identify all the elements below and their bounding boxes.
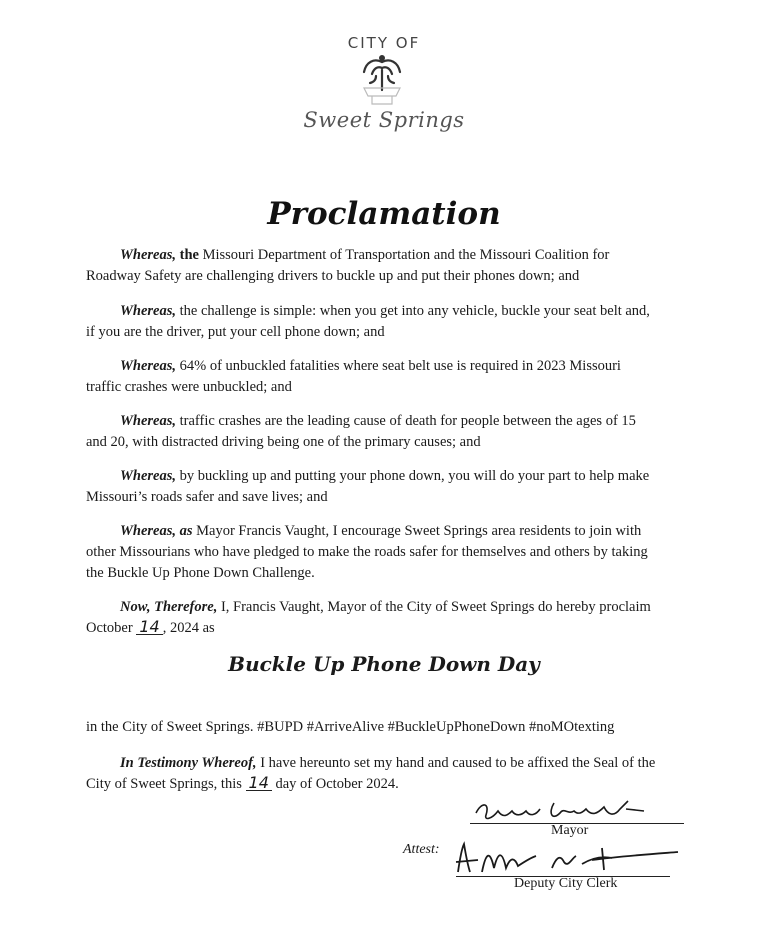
city-of-text: CITY OF [347, 34, 421, 52]
whereas-lead: Whereas, as [120, 523, 193, 539]
city-name: Sweet Springs [303, 108, 465, 132]
handwritten-day: 14 [246, 775, 272, 791]
clerk-signature [452, 838, 682, 878]
paragraph-line: Missouri Department of Transportation and the Missouri Coalition for [202, 247, 610, 263]
whereas-paragraph-2 [86, 301, 686, 343]
whereas-lead: Whereas, [120, 303, 176, 319]
paragraph-line: the Buckle Up Phone Down Challenge. [86, 565, 315, 581]
paragraph-line: traffic crashes are the leading cause of death for people between the ages of 15 [179, 413, 636, 429]
whereas-paragraph-1 [86, 245, 686, 287]
proclaim-paragraph [86, 597, 686, 639]
paragraph-line: Roadway Safety are challenging drivers to buckle up and put their phones down; and [86, 268, 580, 284]
paragraph-line: and 20, with distracted driving being one of the primary causes; and [86, 434, 481, 450]
hashtags-line: in the City of Sweet Springs. #BUPD #ArriveAlive #BuckleUpPhoneDown #noMOtexting [86, 719, 615, 735]
proclaim-lead: Now, Therefore, [120, 599, 218, 615]
paragraph-line: 64% of unbuckled fatalities where seat belt use is required in 2023 Missouri [179, 358, 621, 374]
testimony-paragraph [86, 753, 706, 795]
handwritten-date-day: 14 [136, 619, 162, 635]
paragraph-line: Missouri’s roads safer and save lives; and [86, 489, 328, 505]
whereas-lead: Whereas, [120, 247, 176, 263]
whereas-paragraph-5 [86, 466, 686, 508]
paragraph-line: I have hereunto set my hand and caused to be affixed the Seal of the [260, 755, 656, 771]
attest-label: Attest: [403, 842, 440, 857]
whereas-paragraph-4 [86, 411, 686, 453]
whereas-paragraph-3 [86, 356, 686, 398]
paragraph-line: by buckling up and putting your phone down, you will do your part to help make [179, 468, 650, 484]
paragraph-line: I, Francis Vaught, Mayor of the City of Sweet Springs do hereby proclaim [220, 599, 651, 615]
paragraph-line: Mayor Francis Vaught, I encourage Sweet Springs area residents to join with [196, 523, 642, 539]
whereas-lead: Whereas, [120, 358, 176, 374]
date-suffix: , 2024 as [162, 620, 215, 636]
whereas-paragraph-6 [86, 521, 686, 584]
whereas-bold-word: the [179, 247, 199, 263]
whereas-lead: Whereas, [120, 413, 176, 429]
paragraph-line: if you are the driver, put your cell phone down; and [86, 324, 385, 340]
date-prefix: October [86, 620, 133, 636]
paragraph-line: the challenge is simple: when you get into any vehicle, buckle your seat belt and, [179, 303, 650, 319]
fountain-icon [354, 50, 410, 108]
testimony-suffix: day of October 2024. [275, 776, 399, 792]
page-title: Proclamation [267, 196, 501, 232]
whereas-lead: Whereas, [120, 468, 176, 484]
testimony-lead: In Testimony Whereof, [120, 755, 257, 771]
deputy-clerk-label: Deputy City Clerk [514, 876, 618, 891]
testimony-prefix: City of Sweet Springs, this [86, 776, 242, 792]
paragraph-line: other Missourians who have pledged to make the roads safer for themselves and others by taking [86, 544, 648, 560]
proclaimed-day-name: Buckle Up Phone Down Day [228, 652, 540, 676]
mayor-label: Mayor [551, 823, 589, 838]
paragraph-line: traffic crashes were unbuckled; and [86, 379, 292, 395]
